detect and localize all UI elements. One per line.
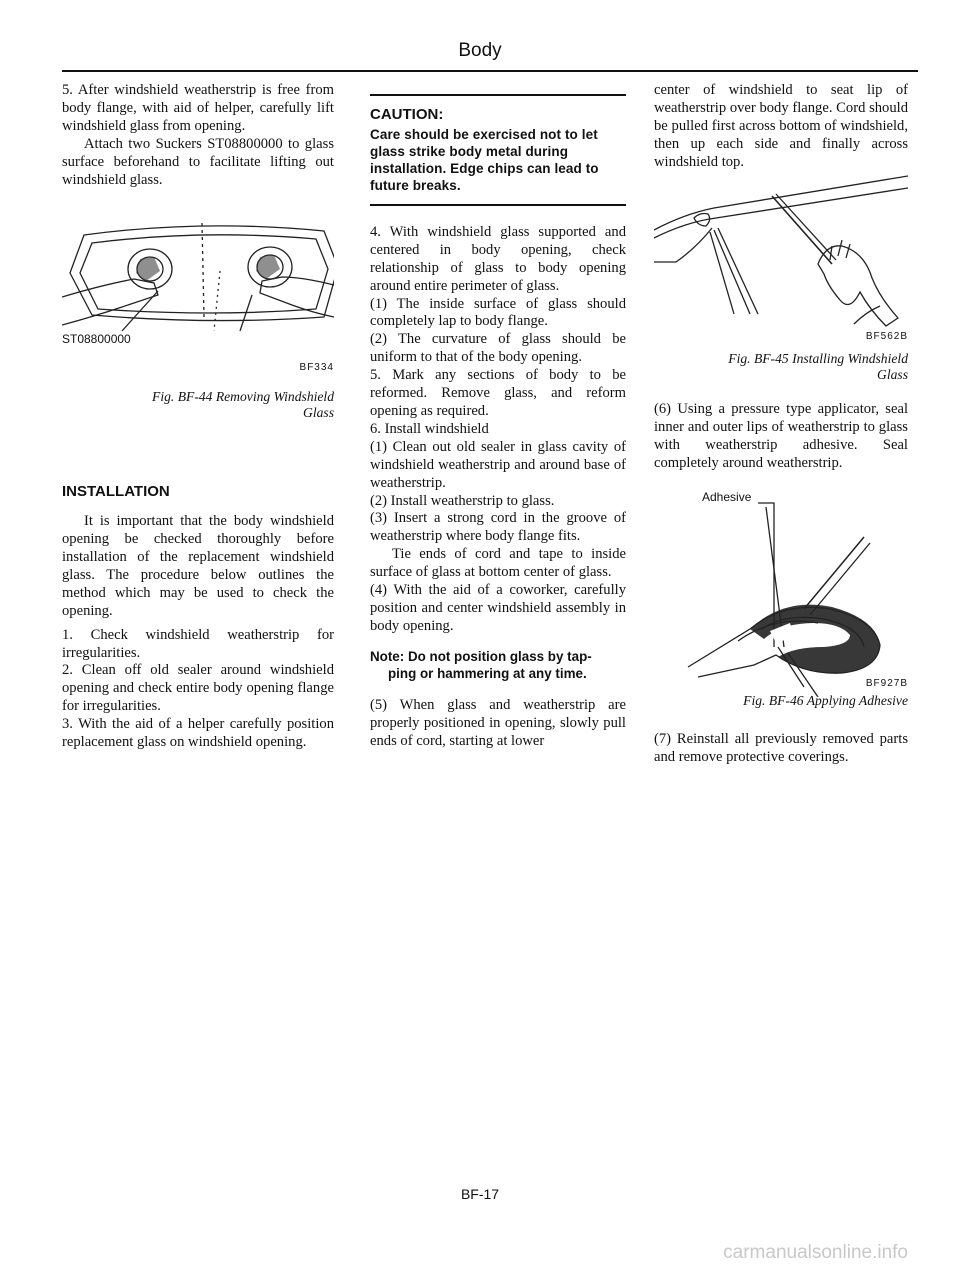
step-6-sub-3: (3) Insert a strong cord in the groove of weatherstrip where body flange fits.	[370, 510, 626, 545]
step-5: 5. Mark any sections of body to be reformed. Remove glass, and reform opening as required.	[370, 367, 626, 419]
figure-bf-45	[654, 174, 908, 384]
step-6-sub-3-continued: Tie ends of cord and tape to inside surface of glass at bottom center of glass.	[370, 546, 626, 581]
cord-instruction-continued: center of windshield to seat lip of weatherstrip over body flange. Cord should be pulled first across bottom of windshield, then up each side and finally across windshield top.	[654, 82, 908, 170]
column-middle	[370, 94, 626, 750]
watermark: carmanualsonline.info	[723, 1242, 908, 1263]
installation-heading: INSTALLATION	[62, 483, 170, 501]
column-right	[654, 82, 908, 767]
caution-text: Care should be exercised not to let glass strike body metal during installation. Edge chips can lead to future breaks.	[370, 126, 599, 193]
step-6: 6. Install windshield	[370, 420, 489, 437]
caption-line: Glass	[877, 367, 908, 383]
step-2: 2. Clean off old sealer around windshield opening and check entire body opening flange for irregularities.	[62, 662, 334, 715]
step-1: 1. Check windshield weatherstrip for irregularities.	[62, 626, 334, 661]
installing-windshield-illustration	[654, 174, 908, 334]
adhesive-label: Adhesive	[702, 490, 752, 505]
caution-heading: CAUTION:	[370, 106, 444, 123]
note-label: Note:	[370, 648, 405, 664]
figure-caption-bf-44	[62, 389, 334, 421]
caution-box	[370, 94, 626, 206]
page-number: BF-17	[460, 1186, 500, 1202]
caption-line: Fig. BF-45 Installing Windshield	[728, 351, 908, 367]
header-rule	[62, 70, 918, 72]
removing-windshield-illustration	[62, 213, 334, 333]
note-line-2: ping or hammering at any time.	[388, 666, 587, 682]
tool-label-st08800000: ST08800000	[62, 332, 131, 347]
figure-caption-bf-46: Fig. BF-46 Applying Adhesive	[743, 693, 908, 709]
caption-line: Glass	[303, 405, 334, 421]
sucker-note: Attach two Suckers ST08800000 to glass surface beforehand to facilitate lifting out windshield glass.	[62, 135, 334, 188]
step-3: 3. With the aid of a helper carefully position replacement glass on windshield opening.	[62, 716, 334, 751]
step-6-sub-4: (4) With the aid of a coworker, carefully position and center windshield assembly in body opening.	[370, 582, 626, 634]
step-6-sub-1: (1) Clean out old sealer in glass cavity of windshield weatherstrip and around base of weatherstrip.	[370, 438, 626, 491]
applying-adhesive-illustration	[654, 497, 908, 697]
figure-code-bf334: BF334	[299, 362, 334, 374]
figure-code-bf562b: BF562B	[865, 330, 908, 342]
caption-line: Fig. BF-44 Removing Windshield	[152, 389, 334, 405]
page-header-title: Body	[458, 40, 502, 61]
step-4: 4. With windshield glass supported and centered in body opening, check relationship of glass to body opening around entire perimeter of glass.	[370, 223, 626, 294]
figure-code-bf927b: BF927B	[865, 678, 908, 690]
note-line-1: Do not position glass by tap-	[407, 648, 592, 664]
step-6-sub-2: (2) Install weatherstrip to glass.	[370, 492, 555, 509]
step-6-sub-5: (5) When glass and weatherstrip are properly positioned in opening, slowly pull ends of cord, starting at lower	[370, 696, 626, 749]
step-5-removal: 5. After windshield weatherstrip is free from body flange, with aid of helper, carefully lift windshield glass from opening.	[62, 82, 334, 134]
figure-bf-44	[62, 213, 334, 421]
column-left	[62, 82, 334, 752]
step-4-sub-1: (1) The inside surface of glass should completely lap to body flange.	[370, 295, 626, 330]
step-6-sub-7: (7) Reinstall all previously removed parts and remove protective coverings.	[654, 731, 908, 765]
step-6-sub-6: (6) Using a pressure type applicator, seal inner and outer lips of weatherstrip to glass with weatherstrip adhesive. Seal completely around weatherstrip.	[654, 401, 908, 472]
step-4-sub-2: (2) The curvature of glass should be uniform to that of the body opening.	[370, 331, 626, 366]
note-block	[370, 648, 626, 683]
figure-bf-46	[654, 489, 908, 709]
figure-caption-bf-45	[654, 351, 908, 383]
installation-intro: It is important that the body windshield opening be checked thoroughly before installation of the replacement windshield glass. The procedure below outlines the method which may be used to check the opening.	[62, 513, 334, 619]
